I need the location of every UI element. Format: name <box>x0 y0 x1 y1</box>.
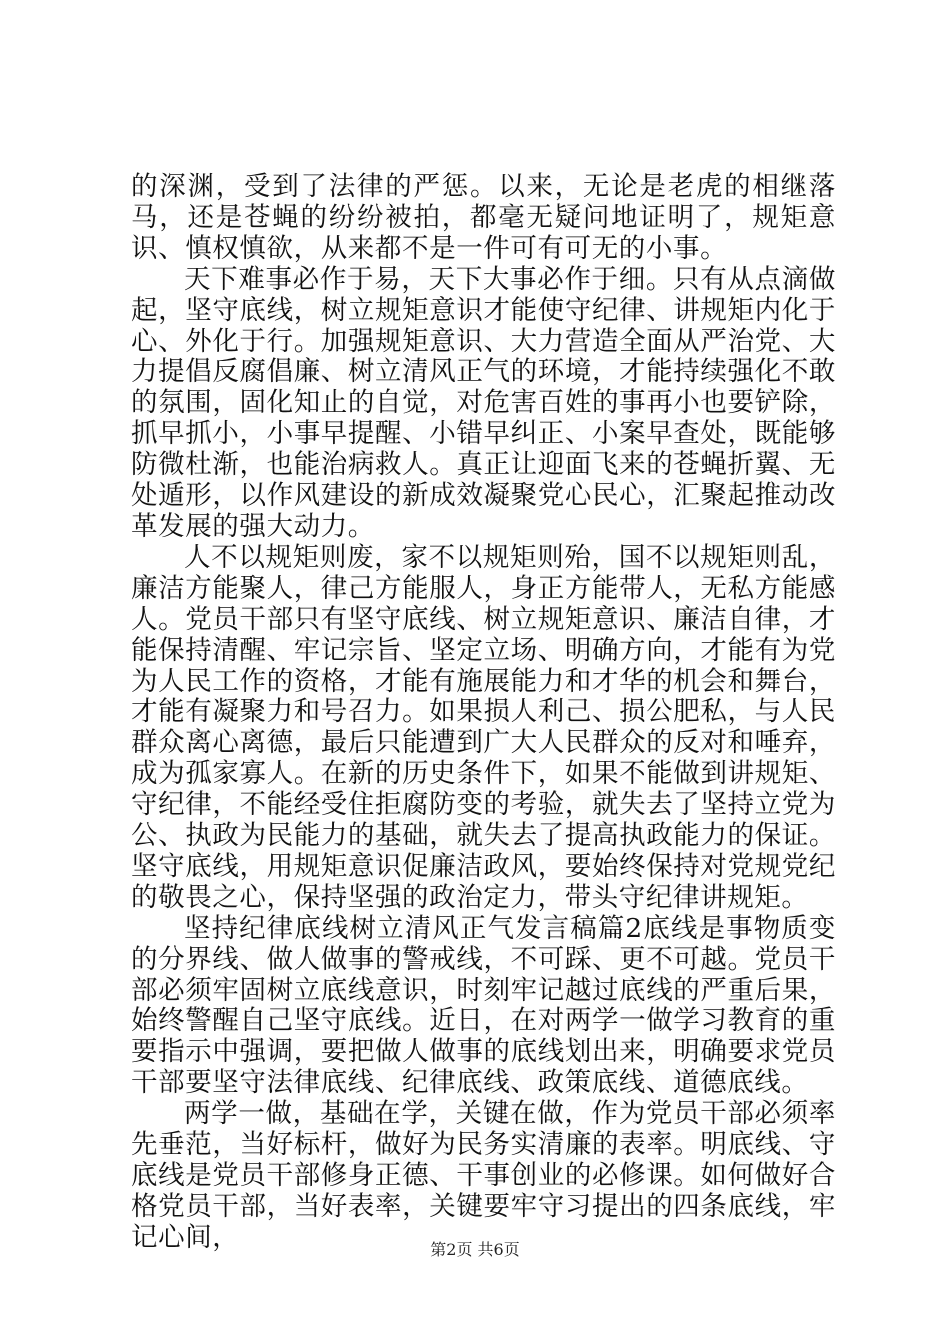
paragraph-1: 的深渊，受到了法律的严惩。以来，无论是老虎的相继落马，还是苍蝇的纷纷被拍，都毫无疑问地证明了，规矩意识、慎权慎欲，从来都不是一件可有可无的小事。 <box>131 171 836 264</box>
paragraph-5: 两学一做，基础在学，关键在做，作为党员干部必须率先垂范，当好标杆，做好为民务实清廉的表率。明底线、守底线是党员干部修身正德、干事创业的必修课。如何做好合格党员干部，当好表率，关键要牢守习提出的四条底线，牢记心间， <box>131 1098 836 1253</box>
paragraph-4: 坚持纪律底线树立清风正气发言稿篇2底线是事物质变的分界线、做人做事的警戒线，不可踩、更不可越。党员干部必须牢固树立底线意识，时刻牢记越过底线的严重后果，始终警醒自己坚守底线。近日，在对两学一做学习教育的重要指示中强调，要把做人做事的底线划出来，明确要求党员干部要坚守法律底线、纪律底线、政策底线、道德底线。 <box>131 912 836 1099</box>
body-text <box>131 172 836 1254</box>
paragraph-2: 天下难事必作于易，天下大事必作于细。只有从点滴做起，坚守底线，树立规矩意识才能使守纪律、讲规矩内化于心、外化于行。加强规矩意识、大力营造全面从严治党、大力提倡反腐倡廉、树立清风正气的环境，才能持续强化不敢的氛围，固化知止的自觉，对危害百姓的事再小也要铲除，抓早抓小，小事早提醒、小错早纠正、小案早查处，既能够防微杜渐，也能治病救人。真正让迎面飞来的苍蝇折翼、无处遁形，以作风建设的新成效凝聚党心民心，汇聚起推动改革发展的强大动力。 <box>131 263 836 542</box>
paragraph-3: 人不以规矩则废，家不以规矩则殆，国不以规矩则乱，廉洁方能聚人，律己方能服人，身正方能带人，无私方能感人。党员干部只有坚守底线、树立规矩意识、廉洁自律，才能保持清醒、牢记宗旨、坚定立场、明确方向，才能有为党为人民工作的资格，才能有施展能力和才华的机会和舞台，才能有凝聚力和号召力。如果损人利己、损公肥私，与人民群众离心离德，最后只能遭到广大人民群众的反对和唾弃，成为孤家寡人。在新的历史条件下，如果不能做到讲规矩、守纪律，不能经受住拒腐防变的考验，就失去了坚持立党为公、执政为民能力的基础，就失去了提高执政能力的保证。坚守底线，用规矩意识促廉洁政风，要始终保持对党规党纪的敬畏之心，保持坚强的政治定力，带头守纪律讲规矩。 <box>131 541 836 913</box>
page-footer: 第2页 共6页 <box>430 1240 520 1259</box>
